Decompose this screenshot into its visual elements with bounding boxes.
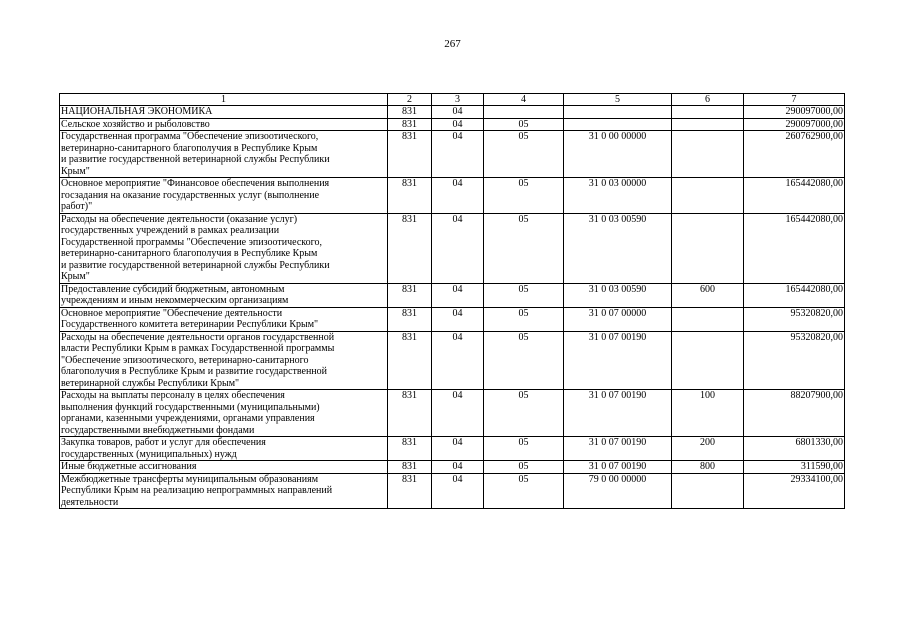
header-col-7: 7 [744, 94, 845, 106]
cell-section-code: 04 [432, 461, 484, 474]
cell-section-code: 04 [432, 473, 484, 509]
cell-section-code: 04 [432, 213, 484, 283]
cell-expense-type [672, 118, 744, 131]
cell-expense-type [672, 307, 744, 331]
cell-subsection-code: 05 [484, 283, 564, 307]
cell-target-article: 31 0 07 00190 [564, 461, 672, 474]
page-number: 267 [444, 38, 461, 50]
cell-target-article: 31 0 00 00000 [564, 131, 672, 178]
cell-subsection-code: 05 [484, 118, 564, 131]
header-col-4: 4 [484, 94, 564, 106]
header-col-1: 1 [60, 94, 388, 106]
cell-description: Сельское хозяйство и рыболовство [60, 118, 388, 131]
cell-section-code: 04 [432, 331, 484, 390]
header-col-5: 5 [564, 94, 672, 106]
cell-section-code: 04 [432, 307, 484, 331]
cell-description: Межбюджетные трансферты муниципальным образованиям Республики Крым на реализацию непрограммных направлений деятельности [60, 473, 388, 509]
cell-expense-type [672, 106, 744, 119]
cell-subsection-code: 05 [484, 437, 564, 461]
cell-expense-type: 600 [672, 283, 744, 307]
cell-target-article: 31 0 07 00190 [564, 437, 672, 461]
cell-description: Расходы на выплаты персоналу в целях обеспечения выполнения функций государственными (муниципальными) органами, казенными учреждениями, органами управления государственными внебюджетными фондами [60, 390, 388, 437]
cell-description: Иные бюджетные ассигнования [60, 461, 388, 474]
budget-table [59, 93, 845, 509]
table-body [60, 106, 845, 509]
cell-amount: 29334100,00 [744, 473, 845, 509]
cell-subsection-code: 05 [484, 131, 564, 178]
header-col-2: 2 [388, 94, 432, 106]
table-row [60, 307, 845, 331]
cell-section-code: 04 [432, 390, 484, 437]
cell-target-article: 31 0 07 00000 [564, 307, 672, 331]
cell-amount: 95320820,00 [744, 307, 845, 331]
cell-section-code: 04 [432, 437, 484, 461]
cell-subsection-code: 05 [484, 390, 564, 437]
cell-expense-type [672, 213, 744, 283]
table-row [60, 106, 845, 119]
table-row [60, 390, 845, 437]
cell-ministry-code: 831 [388, 213, 432, 283]
cell-amount: 95320820,00 [744, 331, 845, 390]
cell-amount: 165442080,00 [744, 178, 845, 214]
table-row [60, 473, 845, 509]
cell-ministry-code: 831 [388, 461, 432, 474]
cell-section-code: 04 [432, 131, 484, 178]
table-row [60, 178, 845, 214]
header-col-3: 3 [432, 94, 484, 106]
table-row [60, 131, 845, 178]
cell-ministry-code: 831 [388, 118, 432, 131]
cell-section-code: 04 [432, 178, 484, 214]
cell-expense-type [672, 331, 744, 390]
cell-section-code: 04 [432, 118, 484, 131]
cell-subsection-code: 05 [484, 213, 564, 283]
cell-target-article: 31 0 03 00590 [564, 213, 672, 283]
cell-subsection-code [484, 106, 564, 119]
cell-expense-type [672, 131, 744, 178]
cell-amount: 290097000,00 [744, 118, 845, 131]
table-row [60, 118, 845, 131]
cell-subsection-code: 05 [484, 307, 564, 331]
table-row [60, 461, 845, 474]
cell-amount: 165442080,00 [744, 283, 845, 307]
table-row [60, 283, 845, 307]
cell-subsection-code: 05 [484, 473, 564, 509]
cell-expense-type: 800 [672, 461, 744, 474]
table-row [60, 331, 845, 390]
cell-description: Основное мероприятие "Обеспечение деятельности Государственного комитета ветеринарии Республики Крым" [60, 307, 388, 331]
cell-description: Основное мероприятие "Финансовое обеспечения выполнения госзадания на оказание государственных услуг (выполнение работ)" [60, 178, 388, 214]
cell-target-article: 79 0 00 00000 [564, 473, 672, 509]
cell-description: Расходы на обеспечение деятельности органов государственной власти Республики Крым в рамках Государственной программы "Обеспечение эпизоотического, ветеринарно-санитарного благополучия в Республике Крым и развитие государственной ветеринарной службы Республики Крым" [60, 331, 388, 390]
cell-amount: 165442080,00 [744, 213, 845, 283]
cell-description: НАЦИОНАЛЬНАЯ ЭКОНОМИКА [60, 106, 388, 119]
cell-expense-type [672, 473, 744, 509]
cell-ministry-code: 831 [388, 307, 432, 331]
cell-description: Закупка товаров, работ и услуг для обеспечения государственных (муниципальных) нужд [60, 437, 388, 461]
table-row [60, 437, 845, 461]
cell-ministry-code: 831 [388, 106, 432, 119]
cell-amount: 6801330,00 [744, 437, 845, 461]
cell-target-article: 31 0 03 00000 [564, 178, 672, 214]
cell-ministry-code: 831 [388, 331, 432, 390]
cell-target-article [564, 106, 672, 119]
cell-section-code: 04 [432, 106, 484, 119]
cell-description: Предоставление субсидий бюджетным, автономным учреждениям и иным некоммерческим организациям [60, 283, 388, 307]
table-header-row [60, 94, 845, 106]
cell-amount: 311590,00 [744, 461, 845, 474]
cell-description: Государственная программа "Обеспечение эпизоотического, ветеринарно-санитарного благополучия в Республике Крым и развитие государственной ветеринарной службы Республики Крым" [60, 131, 388, 178]
cell-subsection-code: 05 [484, 331, 564, 390]
cell-target-article: 31 0 03 00590 [564, 283, 672, 307]
cell-expense-type [672, 178, 744, 214]
cell-amount: 290097000,00 [744, 106, 845, 119]
cell-expense-type: 100 [672, 390, 744, 437]
cell-expense-type: 200 [672, 437, 744, 461]
cell-ministry-code: 831 [388, 473, 432, 509]
table-row [60, 213, 845, 283]
cell-subsection-code: 05 [484, 178, 564, 214]
header-col-6: 6 [672, 94, 744, 106]
cell-target-article [564, 118, 672, 131]
cell-target-article: 31 0 07 00190 [564, 331, 672, 390]
cell-ministry-code: 831 [388, 131, 432, 178]
cell-subsection-code: 05 [484, 461, 564, 474]
cell-amount: 88207900,00 [744, 390, 845, 437]
cell-description: Расходы на обеспечение деятельности (оказание услуг) государственных учреждений в рамках реализации Государственной программы "Обеспечение эпизоотического, ветеринарно-санитарного благополучия в Республике Крым и развитие государственной ветеринарной службы Республики Крым" [60, 213, 388, 283]
cell-ministry-code: 831 [388, 437, 432, 461]
cell-target-article: 31 0 07 00190 [564, 390, 672, 437]
cell-ministry-code: 831 [388, 390, 432, 437]
cell-ministry-code: 831 [388, 283, 432, 307]
cell-ministry-code: 831 [388, 178, 432, 214]
cell-amount: 260762900,00 [744, 131, 845, 178]
cell-section-code: 04 [432, 283, 484, 307]
